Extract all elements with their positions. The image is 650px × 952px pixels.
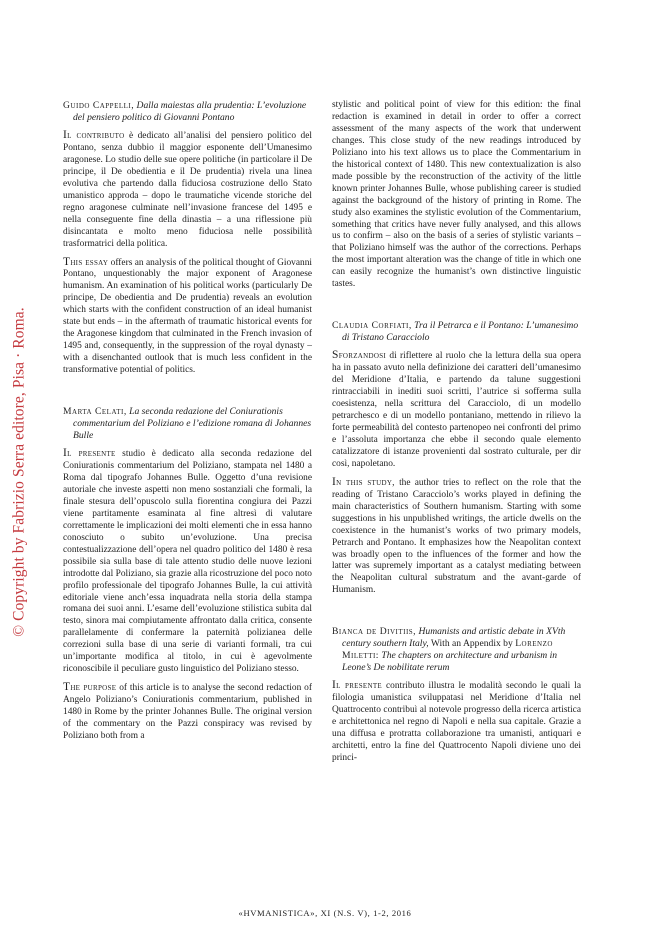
- copyright-text: © Copyright by Fabrizio Serra editore, Pisa · Roma.: [11, 307, 28, 637]
- abstract-english: This essay offers an analysis of the political thought of Giovanni Pontano, unquestionably the major exponent of Aragonese humanism. An examination of his political works (particularly De principe, De obedientia and De prudentia) reveals an evolution which starts with the confident construction of an ideal humanist state but ends – in the aftermath of traumatic historical events for the Aragonese kingdom that culminated in the French invasion of 1495 and, consequently, in the suppression of the royal dynasty – with a disenchanted outlook that is much less confident in the transformative potential of politics.: [63, 255, 312, 376]
- entry-heading-cappelli: [63, 100, 312, 124]
- abstract-english-continued: stylistic and political point of view for this edition: the final redaction is examined in detail in order to offer a correct assessment of the many aspects of the work that underwent changes. This close study of the new readings introduced by Poliziano into his text allows us to place the Commentarium in the historical context of 1480. This new contextualization is also made possible by the reconstruction of the activity of the little known printer Johannes Bulle, whose publishing career is studied against the background of the history of printing in Rome. The study also examines the stylistic evolution of the Commentarium, something that critics have never fully analysed, and this allows us to confirm – also on the basis of a series of stylistic variants – that Poliziano himself was the author of the corrections. Perhaps the most important alteration was the change of title in which one can easily recognize the humanist’s own distinctive linguistic tastes.: [332, 100, 581, 290]
- entry-title: Tra il Petrarca e il Pontano: L’umanesimo di Tristano Caracciolo: [342, 320, 579, 344]
- abstract-italian: Il presente studio è dedicato alla seconda redazione del Coniurationis commentarium del Poliziano, stampata nel 1480 a Roma dal tipografo Johannes Bulle. Oggetto d’una revisione autoriale che investe aspetti non meno sostanziali che formali, la finale stesura dell’opuscolo sulla fiorentina congiura dei Pazzi viene partitamente esaminata al fine altresì di valutare correttamente le implicazioni dei molti elementi che in essa hanno conosciuto o subito un’evoluzione. Una precisa contestualizzazione dell’opera nel quadro politico del 1480 è resa possibile sia sulla base di tale attento studio delle nuove lezioni introdotte dal Poliziano, sia grazie alla ricostruzione del poco noto profilo professionale del tipografo Johannes Bulle, la cui attività editoriale viene anch’essa inquadrata nella storia della stampa romana dei suoi anni. L’esame dell’evoluzione stilistica subita dal testo, sinora mai compiutamente affrontato dalla critica, consente parallelamente di confermare la paternità polizianea delle correzioni sulla base di una serie di varianti formali, tra cui un’importante modifica al titolo, in cui è agevolmente riconoscibile il peculiare gusto linguistico del Poliziano stesso.: [63, 447, 313, 675]
- entry-appendix-note: With an Appendix by: [430, 638, 513, 650]
- abstract-italian: Sforzandosi di riflettere al ruolo che la lettura della sua opera ha in passato avuto nella definizione dei caratteri dell’umanesimo del Meridione d’Italia, e partendo da talune suggestioni rintracciabili in inediti suoi scritti, l’autrice si sofferma sulla coesistenza, nella scrittura del Caracciolo, di un modello petrarchesco e di un modello pontaniano, mettendo in rilievo la forte permeabilità del contesto partenopeo nei confronti del primo e l’assoluta importanza che ebbe il secondo quale elemento catalizzatore di istanze provenienti dal sostrato culturale, per dir così, napoletano.: [332, 349, 581, 469]
- entry-title: Humanists and artistic debate in XVth century southern Italy,: [342, 626, 566, 650]
- entry-title: Dalla maiestas alla prudentia: L’evoluzione del pensiero politico di Giovanni Pontano: [73, 100, 307, 123]
- abstract-italian: Il contributo è dedicato all’analisi del pensiero politico del Pontano, senza dubbio il maggior esponente dell’Umanesimo aragonese. Lo studio delle sue opere politiche (in particolare il De principe, il De obedientia e il De prudentia) rivela una linea evolutiva che partendo dalla fiduciosa costruzione dello Stato umanistico approda – dopo le traumatiche vicende storiche del regno aragonese culminate nell’invasione francese del 1495 e nella conseguente fine della dinastia – a una riflessione più disincantata e molto meno fiduciosa nelle possibilità trasformatrici della politica.: [63, 129, 312, 249]
- right-column: [332, 100, 581, 771]
- abstract-english: In this study, the author tries to reflect on the role that the reading of Tristano Caracciolo’s works played in defining the main characteristics of Southern humanism. Starting with some suggestions in his unpublished writings, the article dwells on the coexistence in the humanist’s works of two primary models, Petrarch and Pontano. It emphasizes how the Neapolitan context was broadly open to the influences of the former and how the latter was supremely important as a catalyst mediating between the Neapolitan cultural substratum and the avant-garde of Humanism.: [332, 475, 581, 596]
- entry-title-appendix: The chapters on architecture and urbanism in Leone’s De nobilitate rerum: [342, 650, 558, 674]
- entry-heading-de-divitiis: [332, 626, 581, 674]
- entry-heading-celati: [63, 406, 312, 442]
- entry-author: Guido Cappelli,: [63, 100, 135, 111]
- page-footer: «HVMANISTICA», XI (N.S. V), 1-2, 2016: [238, 908, 412, 918]
- entry-title: La seconda redazione del Coniurationis commentarium del Poliziano e l’edizione romana di Johannes Bulle: [73, 406, 312, 442]
- abstract-italian: Il presente contributo illustra le modalità secondo le quali la filologia umanistica sviluppatasi nel Meridione d’Italia nel Quattrocento contribuì al notevole progresso della ricerca artistica e architettonica nel regno di Napoli e nella sua capitale. Grazie a una diffusa e protratta collaborazione tra umanisti, antiquari e architetti, entro la fine del Quattrocento Napoli diviene uno dei princi-: [332, 679, 582, 764]
- abstract-english: The purpose of this article is to analyse the second redaction of Angelo Poliziano’s Coniurationis commentarium, published in 1480 in Rome by the printer Johannes Bulle. The original version of the commentary on the Pazzi conspiracy was revised by Poliziano both from a: [63, 681, 312, 741]
- entry-author-appendix: Lorenzo Miletti:: [342, 638, 553, 662]
- left-column: [63, 100, 312, 749]
- entry-author: Marta Celati,: [63, 406, 127, 418]
- entry-heading-corfiati: [332, 320, 581, 344]
- copyright-notice: [10, 262, 30, 682]
- entry-author: Bianca de Divitiis,: [332, 626, 417, 638]
- entry-author: Claudia Corfiati,: [332, 320, 412, 332]
